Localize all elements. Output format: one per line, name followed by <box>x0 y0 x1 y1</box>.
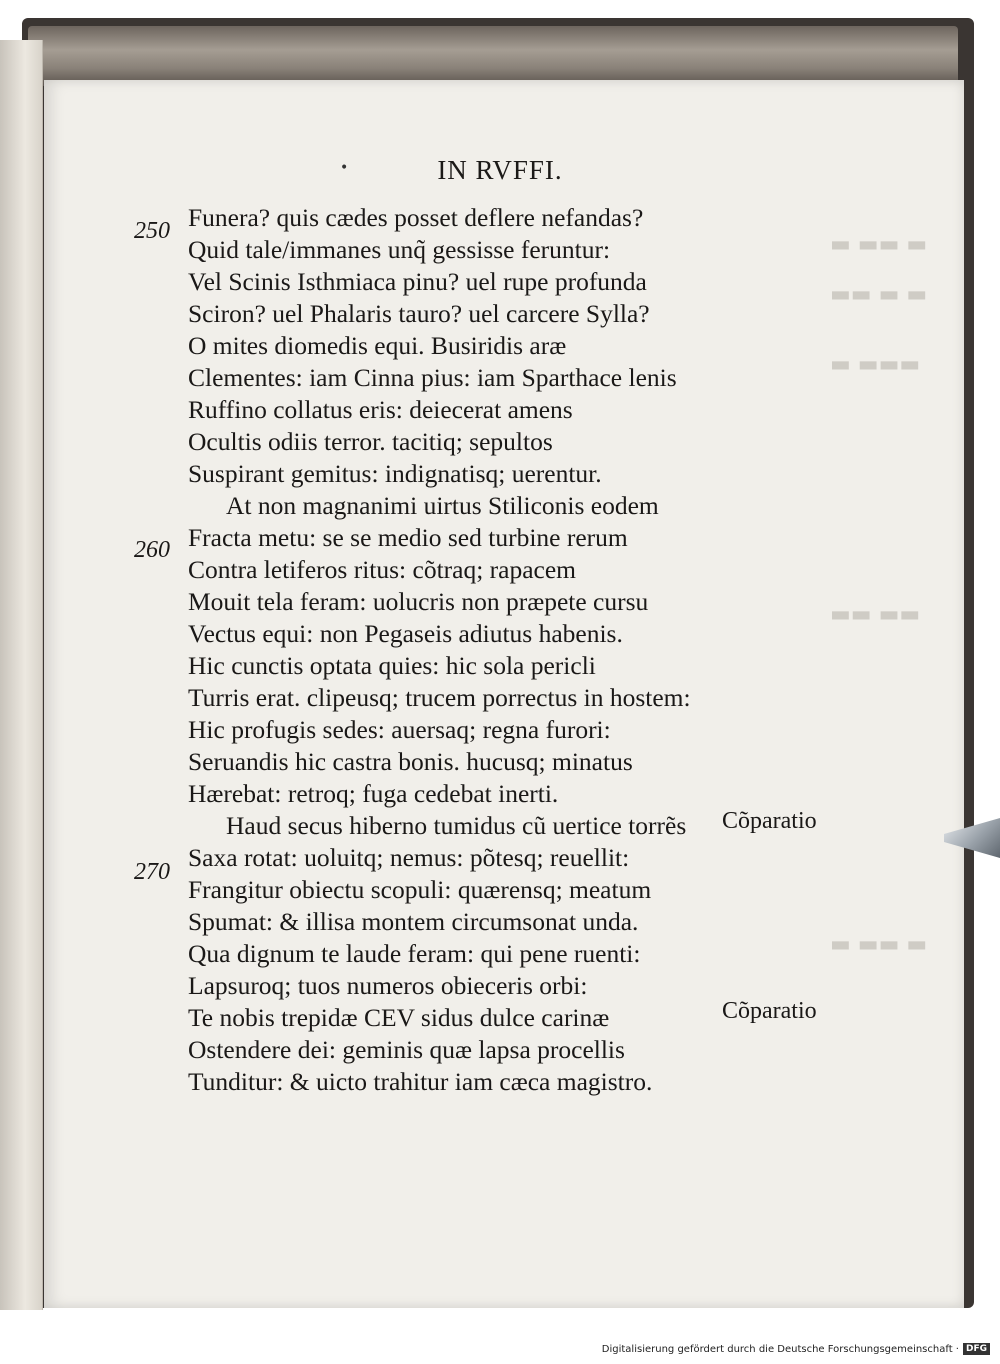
verse-line: Ostendere dei: geminis quæ lapsa procellis <box>188 1035 625 1064</box>
show-through: ▬▬ ▬ ▬ <box>830 282 928 307</box>
verse-line: Suspirant gemitus: indignatisq; uerentur. <box>188 459 602 488</box>
verse-line: Tunditur: & uicto trahitur iam cæca magistro. <box>188 1067 653 1096</box>
verse-line: Vectus equi: non Pegaseis adiutus habenis. <box>188 619 623 648</box>
verse-line: Hic cunctis optata quies: hic sola pericli <box>188 651 596 680</box>
verse-line: Seruandis hic castra bonis. hucusq; minatus <box>188 747 633 776</box>
verse-line: Fracta metu: se se medio sed turbine rerum <box>188 523 628 552</box>
show-through: ▬ ▬▬ ▬ <box>830 232 928 257</box>
dfg-logo: DFG <box>963 1343 990 1355</box>
verse-line: Hic profugis sedes: auersaq; regna furori: <box>188 715 611 744</box>
verse-line: Hærebat: retroq; fuga cedebat inerti. <box>188 779 559 808</box>
line-number: 260 <box>134 537 170 563</box>
verse-line: At non magnanimi uirtus Stiliconis eodem <box>226 491 659 520</box>
verse-line: Mouit tela feram: uolucris non præpete cursu <box>188 587 649 616</box>
header-ornament: • <box>340 160 349 176</box>
verse-line: Qua dignum te laude feram: qui pene ruenti: <box>188 939 641 968</box>
verse-line: Funera? quis cædes posset deflere nefandas? <box>188 203 644 232</box>
verse-line: Clementes: iam Cinna pius: iam Sparthace lenis <box>188 363 677 392</box>
running-header: IN RVFFI. <box>437 155 563 185</box>
verse-line: Haud secus hiberno tumidus cũ uertice torrẽs <box>226 811 687 840</box>
verse-line: Ocultis odiis terror. tacitiq; sepultos <box>188 427 553 456</box>
verse-line: Contra letiferos ritus: cõtraq; rapacem <box>188 555 577 584</box>
verse-line: Vel Scinis Isthmiaca pinu? uel rupe profunda <box>188 267 647 296</box>
line-number: 270 <box>134 859 170 885</box>
show-through: ▬ ▬▬ ▬ <box>830 932 928 957</box>
verse-line: O mites diomedis equi. Busiridis aræ <box>188 331 567 360</box>
marginal-note: Cõparatio <box>722 808 817 834</box>
credit-text: Digitalisierung gefördert durch die Deutsche Forschungsgemeinschaft · <box>601 1343 959 1355</box>
show-through: ▬ ▬▬▬ <box>830 352 921 377</box>
verse-line: Frangitur obiectu scopuli: quærensq; meatum <box>188 875 652 904</box>
verse-line: Saxa rotat: uoluitq; nemus: põtesq; reuellit: <box>188 843 630 872</box>
digitization-credit <box>602 1343 990 1355</box>
verse-line: Te nobis trepidæ CEV sidus dulce carinæ <box>188 1003 610 1032</box>
show-through: ▬▬ ▬▬ <box>830 602 921 627</box>
marginal-note: Cõparatio <box>722 998 817 1024</box>
line-number: 250 <box>134 218 170 244</box>
verse-line: Lapsuroq; tuos numeros obieceris orbi: <box>188 971 588 1000</box>
verse-line: Turris erat. clipeusq; trucem porrectus in hostem: <box>188 683 691 712</box>
verse-line: Sciron? uel Phalaris tauro? uel carcere Sylla? <box>188 299 650 328</box>
verse-line: Spumat: & illisa montem circumsonat unda. <box>188 907 639 936</box>
verse-line: Quid tale/immanes unq̃ gessisse feruntur: <box>188 235 611 264</box>
verse-line: Ruffino collatus eris: deiecerat amens <box>188 395 573 424</box>
